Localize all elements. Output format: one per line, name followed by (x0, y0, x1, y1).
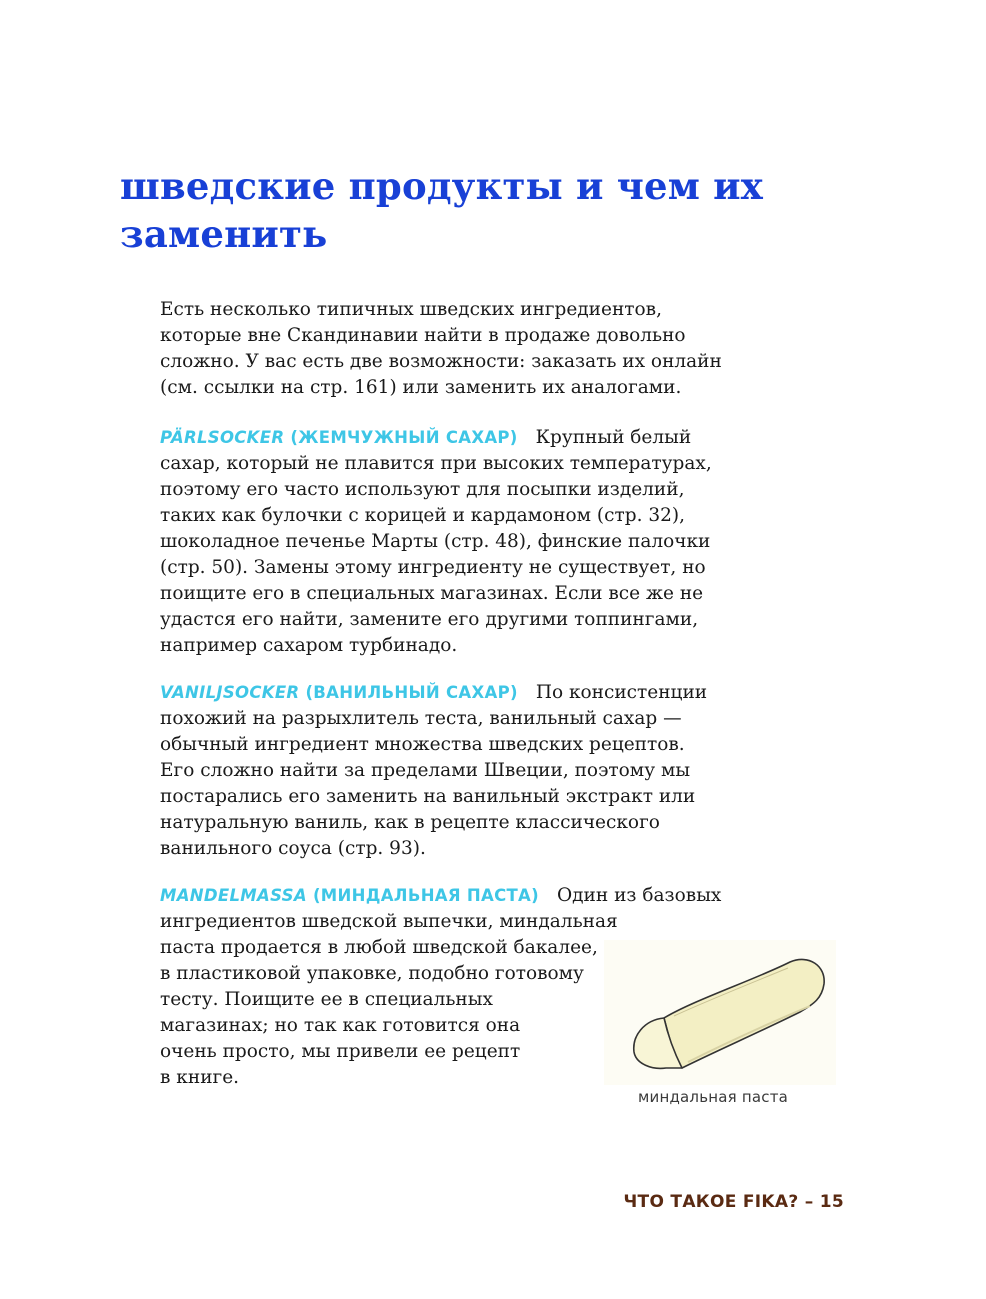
entry-line: например сахаром турбинадо. (160, 635, 458, 656)
intro-paragraph (160, 297, 860, 401)
entry-line: похожий на разрыхлитель теста, ванильный сахар — (160, 708, 682, 729)
entry-line: поищите его в специальных магазинах. Если все же не (160, 583, 704, 604)
illustration-caption: миндальная паста (638, 1088, 789, 1106)
entry-line: натуральную ваниль, как в рецепте классического (160, 812, 660, 833)
entry-line: очень просто, мы привели ее рецепт (160, 1041, 521, 1062)
entry-line: ванильного соуса (стр. 93). (160, 838, 426, 859)
entry-line: ингредиентов шведской выпечки, миндальная (160, 911, 618, 932)
entry-lead-text: Один из базовых (556, 885, 722, 906)
entry-term-latin: VANILJSOCKER (160, 683, 300, 702)
entry-line: шоколадное печенье Марты (стр. 48), финские палочки (160, 531, 711, 552)
entry-line: обычный ингредиент множества шведских рецептов. (160, 734, 685, 755)
entry-term-latin: MANDELMASSA (160, 886, 307, 905)
almond-paste-log-icon (604, 940, 836, 1085)
entry-term-translation: (МИНДАЛЬНАЯ ПАСТА) (306, 886, 539, 905)
entry-parlsocker (160, 425, 860, 659)
entry-vaniljsocker (160, 680, 860, 862)
page-number: 15 (819, 1192, 844, 1212)
almond-paste-illustration (604, 940, 836, 1085)
entry-line: паста продается в любой шведской бакалее, (160, 937, 598, 958)
entry-line: постарались его заменить на ванильный экстракт или (160, 786, 696, 807)
footer-section-title: ЧТО ТАКОЕ FIKA? (623, 1192, 799, 1212)
entry-line: (стр. 50). Замены этому ингредиенту не существует, но (160, 557, 706, 578)
page-footer (624, 1192, 844, 1212)
entry-term-latin: PÄRLSOCKER (160, 428, 285, 447)
entry-lead-text: Крупный белый (535, 427, 692, 448)
intro-line: (см. ссылки на стр. 161) или заменить их аналогами. (160, 377, 682, 398)
entry-line: сахар, который не плавится при высоких температурах, (160, 453, 712, 474)
entry-term-translation: (ВАНИЛЬНЫЙ САХАР) (299, 683, 518, 702)
page-title: шведские продукты и чем их заменить (120, 164, 764, 256)
entry-line: в книге. (160, 1067, 240, 1088)
footer-separator: – (798, 1192, 820, 1212)
entry-line: удастся его найти, замените его другими топпингами, (160, 609, 699, 630)
entry-lead-text: По консистенции (535, 682, 708, 703)
entry-line: в пластиковой упаковке, подобно готовому (160, 963, 584, 984)
entry-term (160, 428, 518, 447)
intro-line: сложно. У вас есть две возможности: заказать их онлайн (160, 351, 722, 372)
entry-term (160, 886, 539, 905)
entry-line: магазинах; но так как готовится она (160, 1015, 521, 1036)
intro-line: которые вне Скандинавии найти в продаже довольно (160, 325, 686, 346)
entry-line: таких как булочки с корицей и кардамоном (стр. 32), (160, 505, 685, 526)
entry-line: тесту. Поищите ее в специальных (160, 989, 493, 1010)
entry-term (160, 683, 518, 702)
entry-line: поэтому его часто используют для посыпки изделий, (160, 479, 685, 500)
entry-line: Его сложно найти за пределами Швеции, поэтому мы (160, 760, 691, 781)
entry-term-translation: (ЖЕМЧУЖНЫЙ САХАР) (284, 428, 518, 447)
intro-line: Есть несколько типичных шведских ингредиентов, (160, 299, 662, 320)
